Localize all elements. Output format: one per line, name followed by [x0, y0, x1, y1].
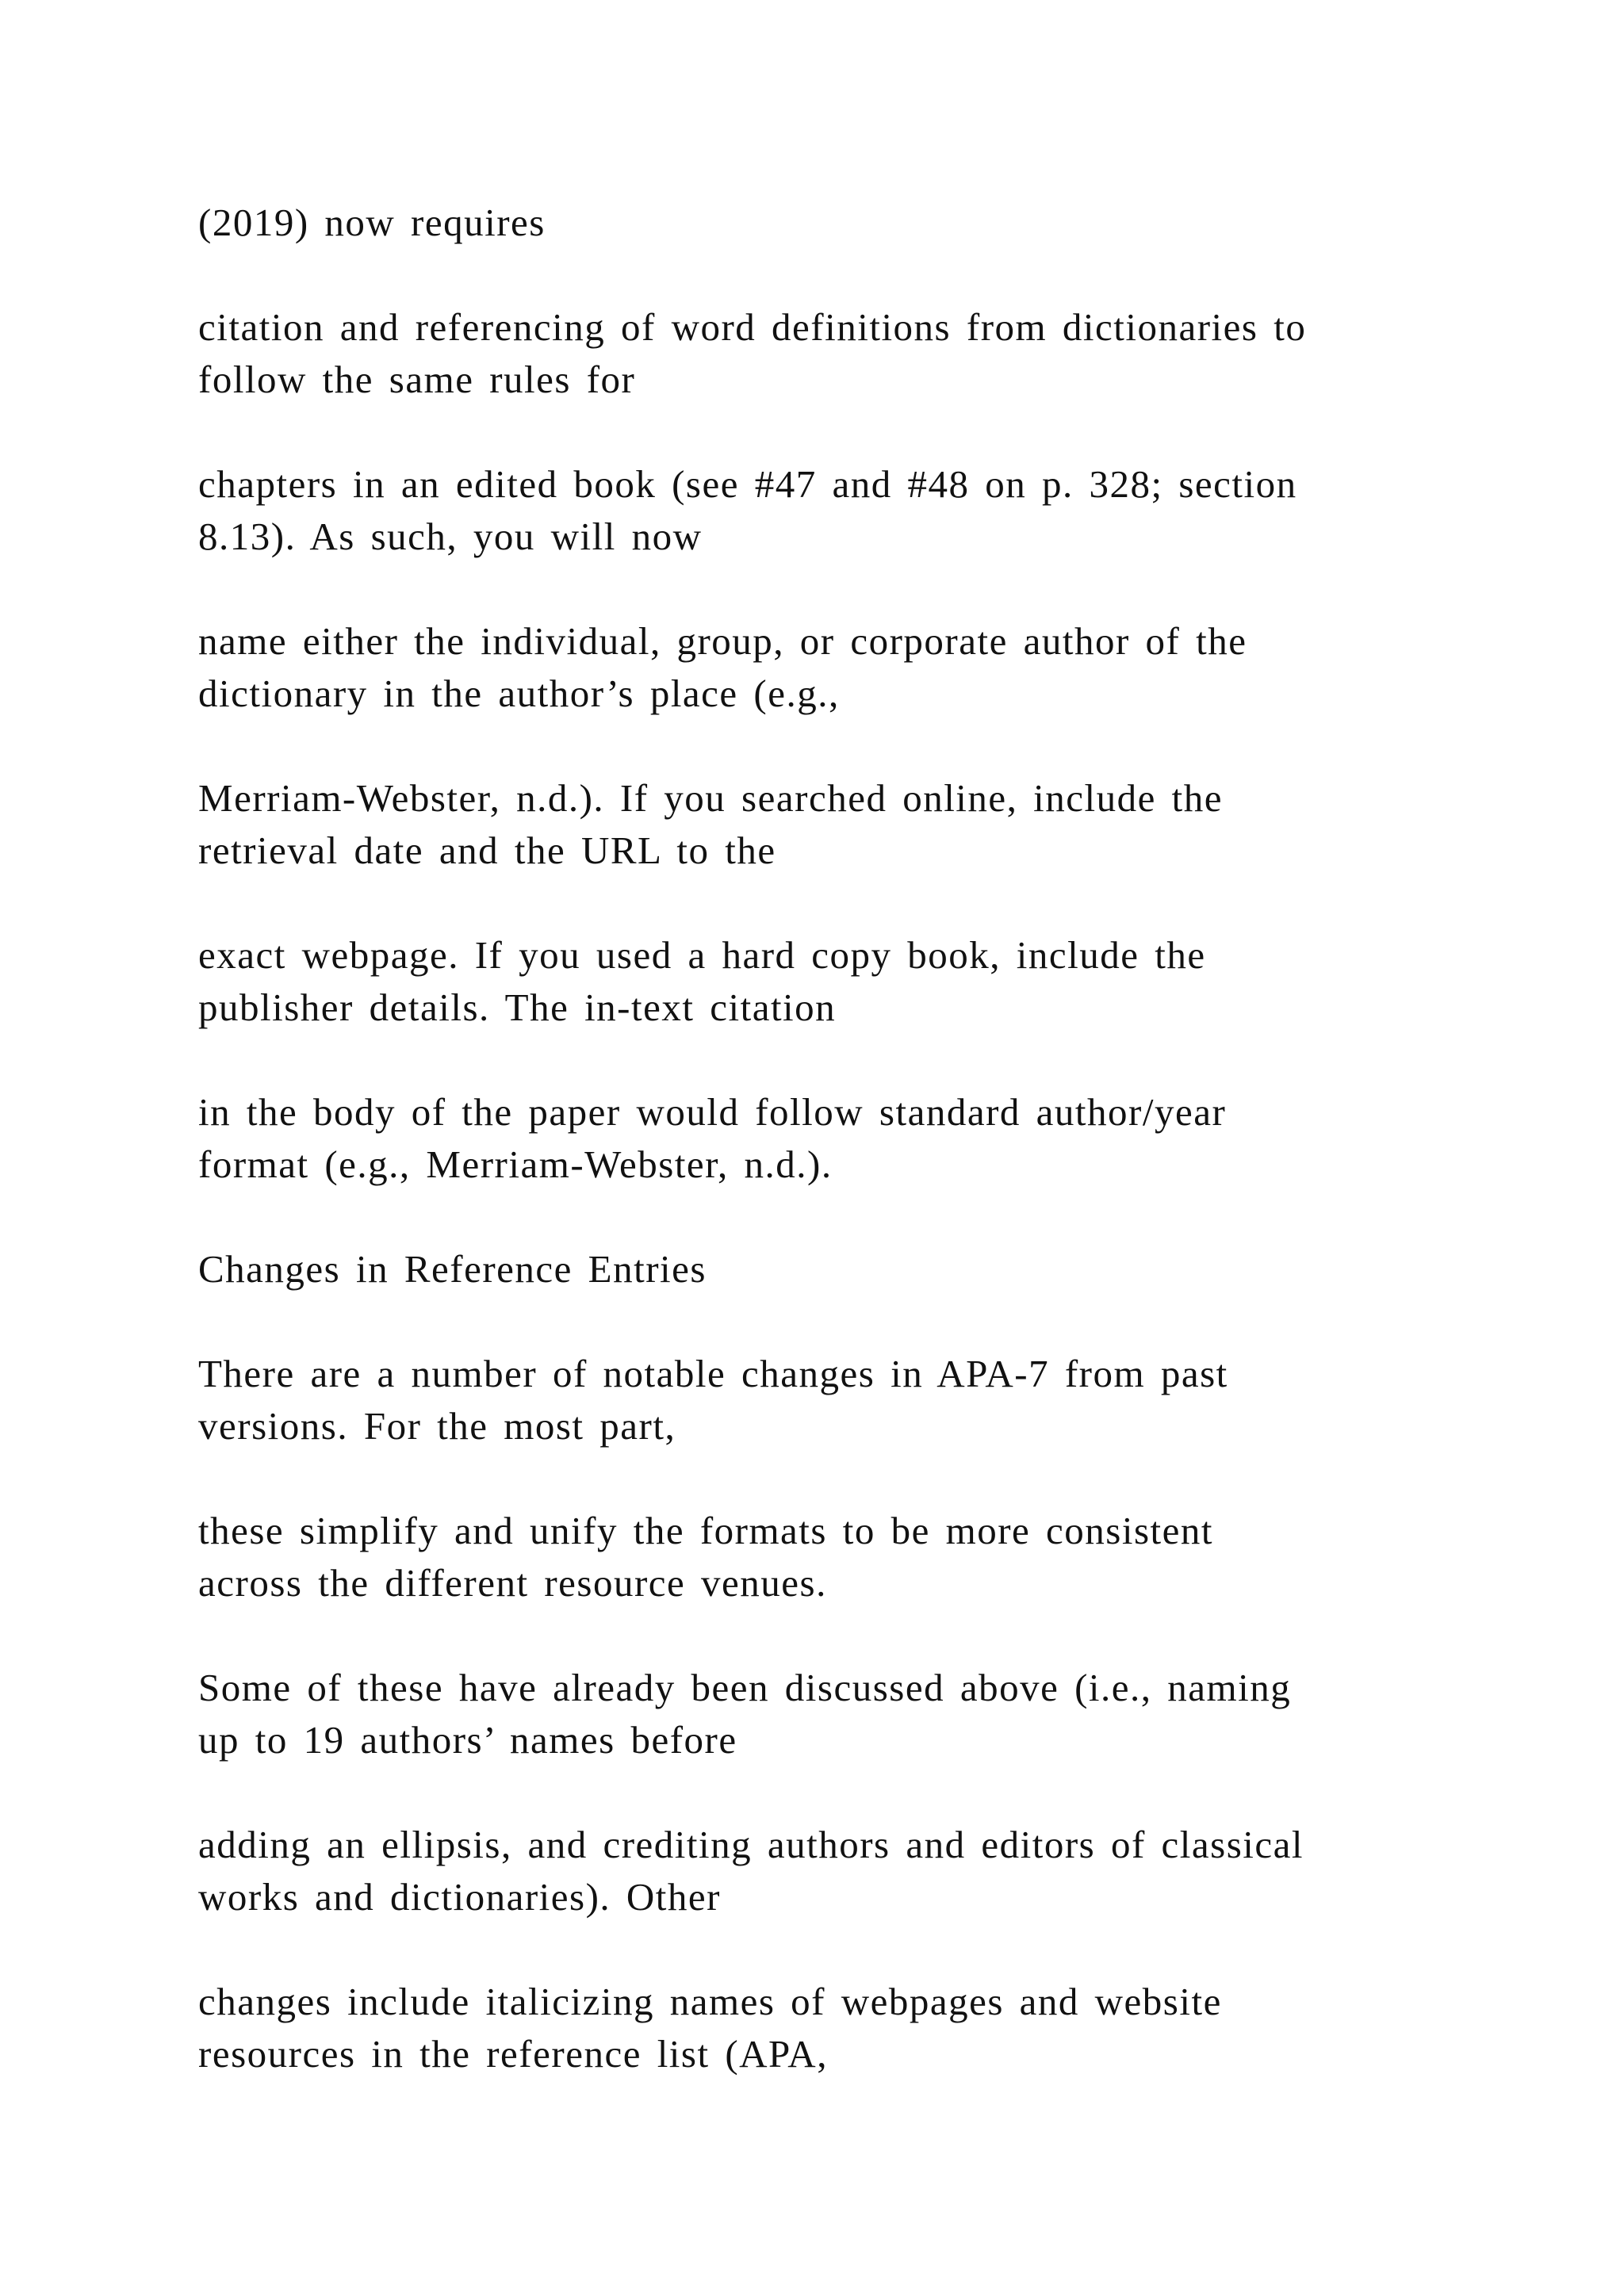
text-line: chapters in an edited book (see #47 and #48 on p. 328; section — [198, 462, 1297, 506]
paragraph-2 — [198, 301, 1546, 406]
text-line: Merriam-Webster, n.d.). If you searched online, include the — [198, 776, 1224, 820]
text-line: resources in the reference list (APA, — [198, 2032, 828, 2076]
text-line: exact webpage. If you used a hard copy book, include the — [198, 933, 1206, 977]
text-line: versions. For the most part, — [198, 1404, 676, 1448]
text-line: across the different resource venues. — [198, 1561, 827, 1605]
text-line: changes include italicizing names of webpages and website — [198, 1980, 1222, 2023]
paragraph-10 — [198, 1505, 1546, 1609]
text-line: follow the same rules for — [198, 358, 636, 401]
text-line: retrieval date and the URL to the — [198, 828, 776, 872]
text-line: 8.13). As such, you will now — [198, 515, 703, 558]
text-line: adding an ellipsis, and crediting authors and editors of classical — [198, 1823, 1304, 1866]
text-line: dictionary in the author’s place (e.g., — [198, 672, 840, 715]
text-line: name either the individual, group, or corporate author of the — [198, 619, 1247, 663]
text-line: publisher details. The in-text citation — [198, 985, 837, 1029]
paragraph-9 — [198, 1348, 1546, 1452]
text-line: works and dictionaries). Other — [198, 1875, 721, 1919]
text-line: (2019) now requires — [198, 201, 546, 244]
paragraph-3 — [198, 458, 1546, 563]
paragraph-12 — [198, 1819, 1546, 1923]
text-line: in the body of the paper would follow standard author/year — [198, 1090, 1227, 1134]
text-line: up to 19 authors’ names before — [198, 1718, 737, 1762]
paragraph-4 — [198, 615, 1546, 720]
text-line: these simplify and unify the formats to be more consistent — [198, 1509, 1214, 1552]
paragraph-7 — [198, 1086, 1546, 1191]
text-line: There are a number of notable changes in APA-7 from past — [198, 1352, 1228, 1395]
text-line: Some of these have already been discussed above (i.e., naming — [198, 1666, 1292, 1709]
text-line: format (e.g., Merriam-Webster, n.d.). — [198, 1142, 833, 1186]
paragraph-13 — [198, 1976, 1546, 2080]
paragraph-11 — [198, 1662, 1546, 1766]
paragraph-6 — [198, 929, 1546, 1034]
text-line: Changes in Reference Entries — [198, 1247, 707, 1291]
paragraph-1 — [198, 197, 1546, 249]
text-line: citation and referencing of word definitions from dictionaries to — [198, 305, 1307, 349]
section-heading — [198, 1243, 1546, 1295]
paragraph-5 — [198, 772, 1546, 877]
